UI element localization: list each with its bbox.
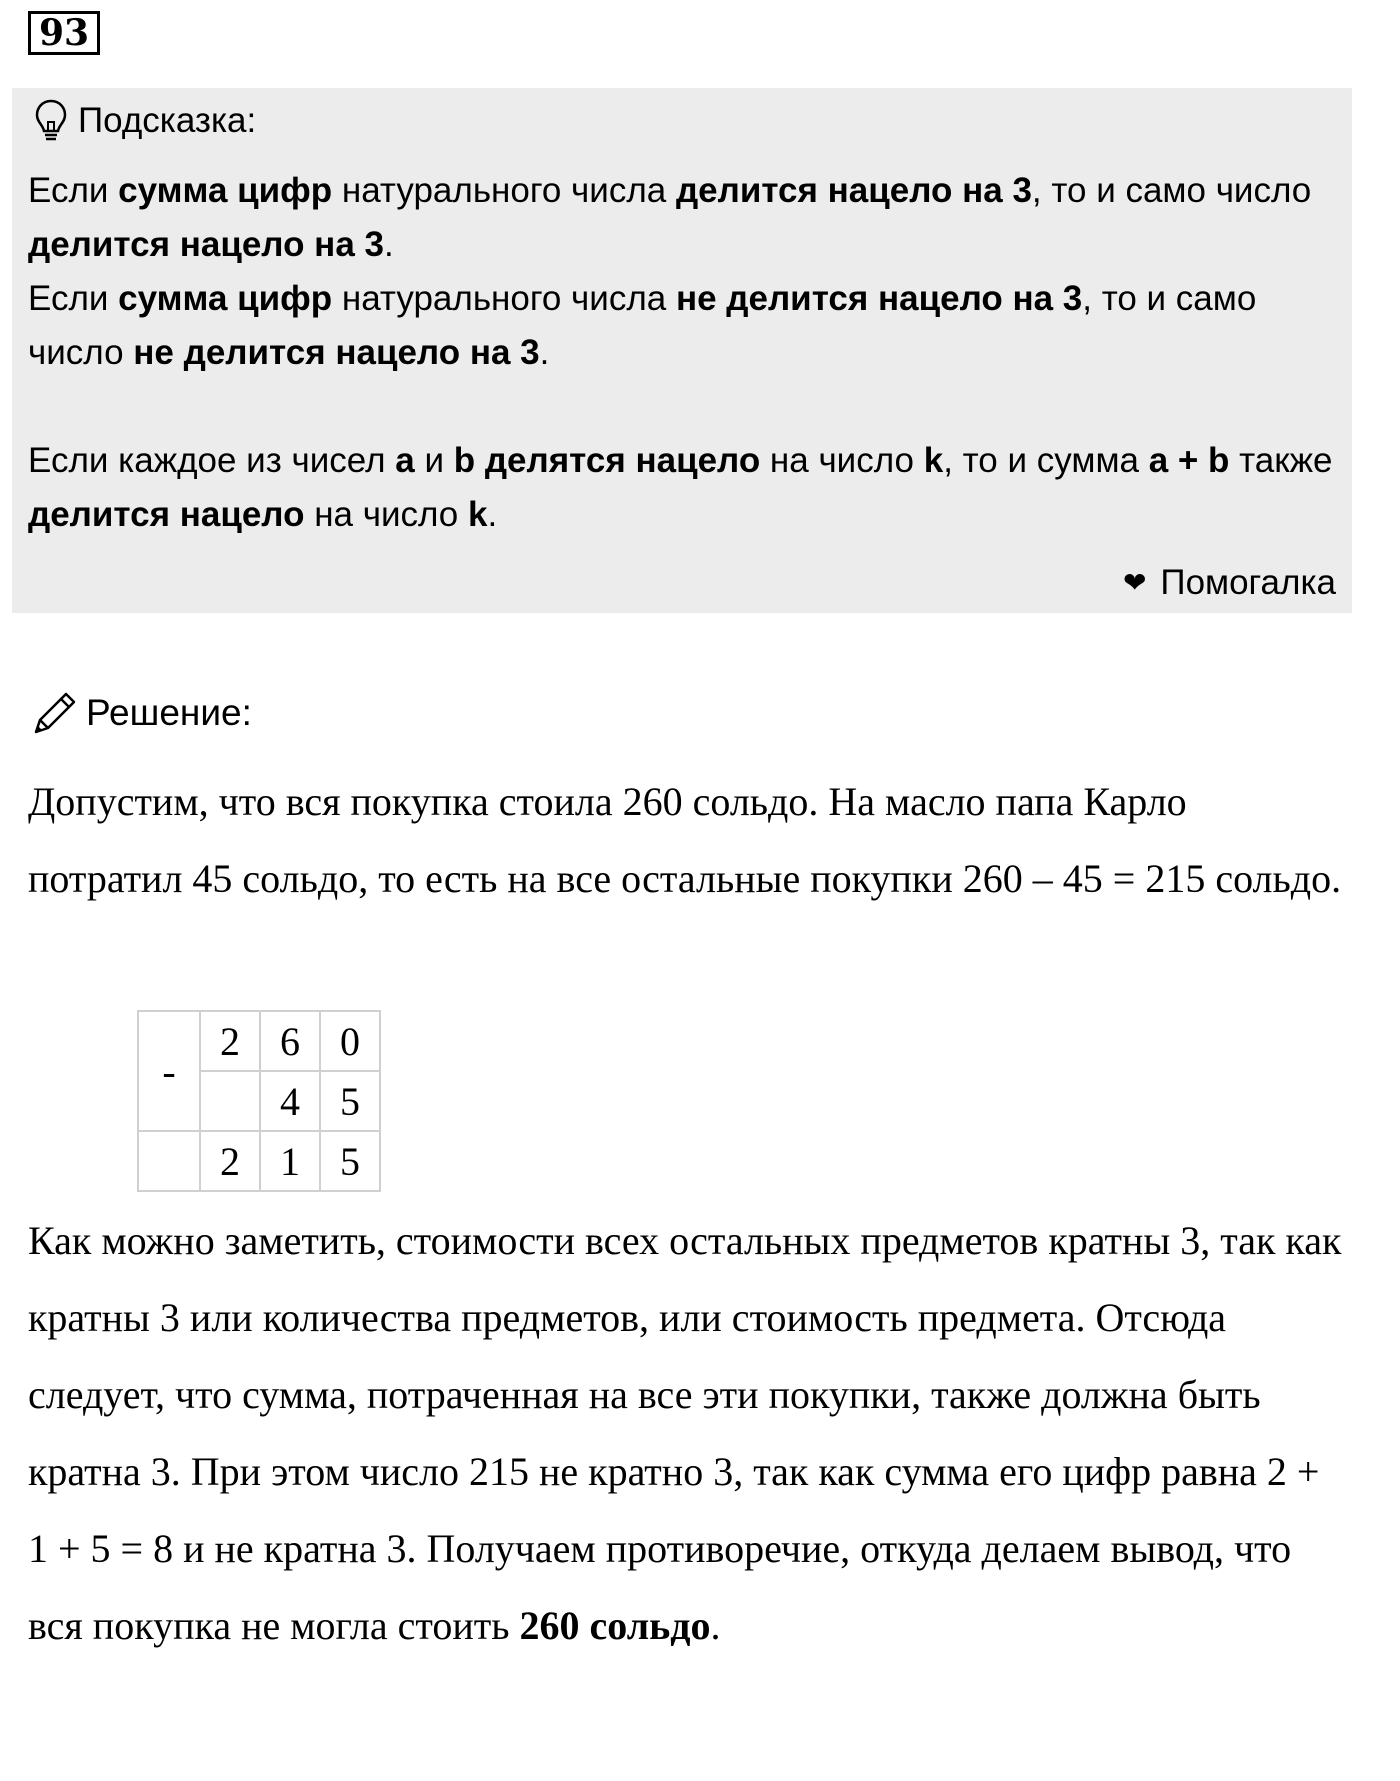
text-run: .: [539, 333, 550, 372]
hint-paragraph-3: [28, 434, 1348, 542]
text-run: на число: [760, 441, 924, 480]
solution-paragraph-1: [28, 763, 1348, 917]
bold-text: делится нацело на 3: [28, 225, 384, 264]
digit-cell: 0: [320, 1011, 380, 1071]
bold-text: a: [395, 441, 415, 480]
hint-paragraph-1: [28, 164, 1348, 272]
text-run: Как можно заметить, стоимости всех остальных предметов кратны 3, так как кратны 3 или количества предметов, или стоимость предмета. Отсюда следует, что сумма, потраченная на все эти покупки, также должна быть кратна 3. При этом число 215 не кратно 3, так как сумма его цифр равна 2 + 1 + 5 = 8 и не кратна 3. Получаем противоречие, откуда делаем вывод, что вся покупка не могла стоить: [28, 1218, 1342, 1648]
solution-text-2: [28, 1202, 1348, 1664]
solution-header: [30, 688, 252, 738]
subtraction-table: [137, 1010, 381, 1192]
digit-cell: 5: [320, 1071, 380, 1131]
text-run: также: [1229, 441, 1333, 480]
digit-cell: 2: [200, 1011, 260, 1071]
text-run: натурального числа: [332, 171, 676, 210]
bold-text: делится нацело на 3: [675, 171, 1032, 210]
bold-text: не делится нацело на 3: [675, 279, 1083, 318]
hint-title: Подсказка:: [78, 101, 257, 140]
hint-footer: [1123, 556, 1336, 610]
solution-paragraph-2: [28, 1202, 1348, 1664]
text-run: .: [383, 225, 394, 264]
digit-cell: 6: [260, 1011, 320, 1071]
text-run: на число: [304, 495, 469, 534]
hint-header: [34, 94, 256, 148]
heart-icon: ❤: [1122, 567, 1147, 598]
text-run: Если: [28, 279, 119, 318]
hint-paragraph-2: [28, 272, 1348, 380]
result-digit: 1: [260, 1131, 320, 1191]
lightbulb-icon: [34, 98, 68, 144]
bold-text: 260 сольдо: [519, 1603, 711, 1648]
result-digit: 5: [320, 1131, 380, 1191]
text-run: Если: [28, 171, 119, 210]
text-run: натурального числа: [332, 279, 676, 318]
text-run: Если каждое из чисел: [28, 441, 396, 480]
solution-title: Решение:: [86, 692, 252, 733]
bold-text: не делится нацело на 3: [133, 333, 540, 372]
solution-text-1: [28, 763, 1348, 917]
hint-panel: [12, 88, 1352, 613]
hint-footer-label: Помогалка: [1160, 563, 1336, 602]
text-run: и: [414, 441, 454, 480]
pencil-icon: [30, 688, 80, 738]
bold-text: b: [453, 441, 476, 480]
empty-cell: [138, 1131, 200, 1191]
text-run: , то и само число: [28, 279, 1257, 372]
text-run: , то и само число: [1031, 171, 1312, 210]
problem-number: 93: [28, 11, 100, 55]
digit-cell: [200, 1071, 260, 1131]
bold-text: a + b: [1148, 441, 1230, 480]
bold-text: сумма цифр: [118, 279, 333, 318]
result-digit: 2: [200, 1131, 260, 1191]
digit-cell: 4: [260, 1071, 320, 1131]
text-run: .: [710, 1603, 721, 1648]
minus-sign: -: [138, 1011, 200, 1131]
bold-text: k: [923, 441, 944, 480]
bold-text: делятся нацело: [475, 441, 761, 480]
hint-body: [28, 164, 1348, 542]
text-run: , то и сумма: [943, 441, 1149, 480]
text-run: Допустим, что вся покупка стоила 260 сольдо. На масло папа Карло потратил 45 сольдо, то есть на все остальные покупки 260 – 45 = 215 сольдо.: [28, 779, 1342, 901]
bold-text: k: [468, 495, 488, 534]
bold-text: делится нацело: [28, 495, 305, 534]
text-run: .: [487, 495, 498, 534]
bold-text: сумма цифр: [118, 171, 333, 210]
